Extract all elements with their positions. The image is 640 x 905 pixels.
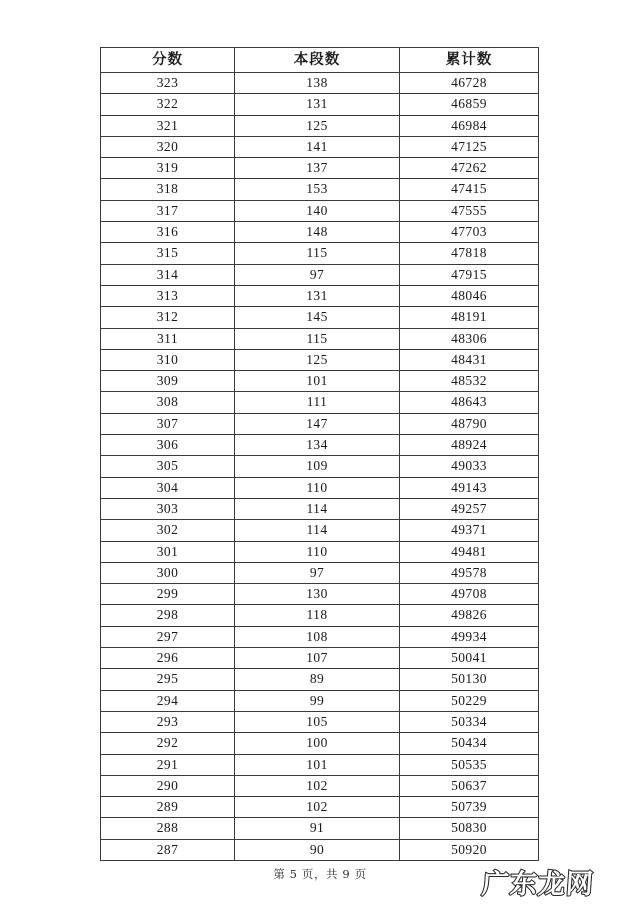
cell-score: 309 bbox=[101, 371, 235, 392]
cell-cumulative-count: 49481 bbox=[400, 541, 539, 562]
score-table-container bbox=[100, 47, 538, 861]
cell-segment-count: 91 bbox=[235, 818, 400, 839]
cell-cumulative-count: 46859 bbox=[400, 94, 539, 115]
cell-score: 312 bbox=[101, 307, 235, 328]
table-row bbox=[101, 669, 539, 690]
cell-score: 313 bbox=[101, 285, 235, 306]
cell-score: 300 bbox=[101, 562, 235, 583]
cell-score: 287 bbox=[101, 839, 235, 860]
table-row bbox=[101, 839, 539, 860]
cell-segment-count: 153 bbox=[235, 179, 400, 200]
cell-cumulative-count: 46728 bbox=[400, 73, 539, 94]
cell-segment-count: 137 bbox=[235, 158, 400, 179]
cell-score: 291 bbox=[101, 754, 235, 775]
cell-score: 308 bbox=[101, 392, 235, 413]
table-row bbox=[101, 818, 539, 839]
cell-cumulative-count: 50041 bbox=[400, 648, 539, 669]
cell-segment-count: 114 bbox=[235, 520, 400, 541]
table-row bbox=[101, 775, 539, 796]
cell-segment-count: 114 bbox=[235, 498, 400, 519]
cell-score: 310 bbox=[101, 349, 235, 370]
cell-segment-count: 118 bbox=[235, 605, 400, 626]
cell-cumulative-count: 47262 bbox=[400, 158, 539, 179]
cell-segment-count: 100 bbox=[235, 733, 400, 754]
cell-segment-count: 110 bbox=[235, 541, 400, 562]
table-body bbox=[101, 73, 539, 861]
cell-score: 290 bbox=[101, 775, 235, 796]
cell-score: 304 bbox=[101, 477, 235, 498]
score-distribution-table bbox=[100, 47, 539, 861]
column-header-cumulative: 累计数 bbox=[400, 48, 539, 73]
cell-segment-count: 101 bbox=[235, 371, 400, 392]
table-row bbox=[101, 626, 539, 647]
cell-cumulative-count: 50637 bbox=[400, 775, 539, 796]
cell-cumulative-count: 48306 bbox=[400, 328, 539, 349]
cell-score: 307 bbox=[101, 413, 235, 434]
table-row bbox=[101, 797, 539, 818]
table-row bbox=[101, 200, 539, 221]
cell-score: 305 bbox=[101, 456, 235, 477]
cell-score: 306 bbox=[101, 435, 235, 456]
cell-segment-count: 99 bbox=[235, 690, 400, 711]
cell-cumulative-count: 48532 bbox=[400, 371, 539, 392]
cell-segment-count: 134 bbox=[235, 435, 400, 456]
cell-score: 292 bbox=[101, 733, 235, 754]
column-header-score: 分数 bbox=[101, 48, 235, 73]
table-row bbox=[101, 541, 539, 562]
cell-score: 322 bbox=[101, 94, 235, 115]
table-row bbox=[101, 115, 539, 136]
table-row bbox=[101, 73, 539, 94]
cell-cumulative-count: 47703 bbox=[400, 222, 539, 243]
cell-segment-count: 108 bbox=[235, 626, 400, 647]
cell-segment-count: 101 bbox=[235, 754, 400, 775]
cell-score: 293 bbox=[101, 711, 235, 732]
cell-cumulative-count: 47555 bbox=[400, 200, 539, 221]
cell-score: 289 bbox=[101, 797, 235, 818]
table-row bbox=[101, 307, 539, 328]
cell-cumulative-count: 48790 bbox=[400, 413, 539, 434]
cell-score: 318 bbox=[101, 179, 235, 200]
cell-cumulative-count: 49033 bbox=[400, 456, 539, 477]
cell-score: 297 bbox=[101, 626, 235, 647]
table-row bbox=[101, 222, 539, 243]
cell-segment-count: 107 bbox=[235, 648, 400, 669]
cell-segment-count: 97 bbox=[235, 562, 400, 583]
watermark-label: 广东龙网 bbox=[480, 868, 595, 900]
cell-score: 311 bbox=[101, 328, 235, 349]
cell-score: 321 bbox=[101, 115, 235, 136]
cell-cumulative-count: 49143 bbox=[400, 477, 539, 498]
table-row bbox=[101, 349, 539, 370]
table-row bbox=[101, 520, 539, 541]
cell-segment-count: 90 bbox=[235, 839, 400, 860]
cell-segment-count: 145 bbox=[235, 307, 400, 328]
cell-score: 317 bbox=[101, 200, 235, 221]
cell-segment-count: 125 bbox=[235, 349, 400, 370]
table-row bbox=[101, 477, 539, 498]
cell-cumulative-count: 49257 bbox=[400, 498, 539, 519]
cell-cumulative-count: 48431 bbox=[400, 349, 539, 370]
table-row bbox=[101, 498, 539, 519]
cell-cumulative-count: 49371 bbox=[400, 520, 539, 541]
column-header-segment: 本段数 bbox=[235, 48, 400, 73]
cell-cumulative-count: 48191 bbox=[400, 307, 539, 328]
cell-segment-count: 115 bbox=[235, 328, 400, 349]
table-row bbox=[101, 328, 539, 349]
cell-cumulative-count: 46984 bbox=[400, 115, 539, 136]
cell-cumulative-count: 50920 bbox=[400, 839, 539, 860]
cell-segment-count: 138 bbox=[235, 73, 400, 94]
table-row bbox=[101, 158, 539, 179]
cell-cumulative-count: 50739 bbox=[400, 797, 539, 818]
cell-score: 298 bbox=[101, 605, 235, 626]
cell-cumulative-count: 49708 bbox=[400, 584, 539, 605]
cell-cumulative-count: 49934 bbox=[400, 626, 539, 647]
table-row bbox=[101, 733, 539, 754]
cell-cumulative-count: 47915 bbox=[400, 264, 539, 285]
cell-score: 302 bbox=[101, 520, 235, 541]
cell-cumulative-count: 47818 bbox=[400, 243, 539, 264]
table-row bbox=[101, 392, 539, 413]
table-row bbox=[101, 435, 539, 456]
cell-segment-count: 131 bbox=[235, 94, 400, 115]
table-row bbox=[101, 584, 539, 605]
cell-score: 294 bbox=[101, 690, 235, 711]
cell-segment-count: 110 bbox=[235, 477, 400, 498]
cell-cumulative-count: 50334 bbox=[400, 711, 539, 732]
cell-score: 319 bbox=[101, 158, 235, 179]
cell-cumulative-count: 49826 bbox=[400, 605, 539, 626]
cell-segment-count: 125 bbox=[235, 115, 400, 136]
cell-cumulative-count: 50130 bbox=[400, 669, 539, 690]
table-row bbox=[101, 754, 539, 775]
cell-segment-count: 102 bbox=[235, 797, 400, 818]
cell-score: 295 bbox=[101, 669, 235, 690]
cell-cumulative-count: 50535 bbox=[400, 754, 539, 775]
table-row bbox=[101, 690, 539, 711]
cell-segment-count: 111 bbox=[235, 392, 400, 413]
cell-score: 301 bbox=[101, 541, 235, 562]
cell-score: 296 bbox=[101, 648, 235, 669]
table-row bbox=[101, 264, 539, 285]
table-row bbox=[101, 456, 539, 477]
table-row bbox=[101, 605, 539, 626]
cell-cumulative-count: 50830 bbox=[400, 818, 539, 839]
cell-cumulative-count: 50434 bbox=[400, 733, 539, 754]
table-row bbox=[101, 94, 539, 115]
cell-score: 315 bbox=[101, 243, 235, 264]
table-row bbox=[101, 371, 539, 392]
cell-cumulative-count: 48924 bbox=[400, 435, 539, 456]
table-row bbox=[101, 136, 539, 157]
cell-segment-count: 97 bbox=[235, 264, 400, 285]
table-row bbox=[101, 648, 539, 669]
cell-cumulative-count: 48046 bbox=[400, 285, 539, 306]
cell-cumulative-count: 48643 bbox=[400, 392, 539, 413]
cell-score: 320 bbox=[101, 136, 235, 157]
cell-score: 299 bbox=[101, 584, 235, 605]
table-row bbox=[101, 413, 539, 434]
cell-score: 303 bbox=[101, 498, 235, 519]
cell-segment-count: 131 bbox=[235, 285, 400, 306]
page-number-text: 第 5 页，共 9 页 bbox=[273, 867, 367, 881]
cell-segment-count: 89 bbox=[235, 669, 400, 690]
cell-segment-count: 109 bbox=[235, 456, 400, 477]
table-header-row bbox=[101, 48, 539, 73]
table-row bbox=[101, 562, 539, 583]
page-footer bbox=[0, 866, 640, 882]
table-row bbox=[101, 711, 539, 732]
cell-segment-count: 105 bbox=[235, 711, 400, 732]
cell-segment-count: 140 bbox=[235, 200, 400, 221]
cell-score: 314 bbox=[101, 264, 235, 285]
table-header bbox=[101, 48, 539, 73]
table-row bbox=[101, 285, 539, 306]
cell-segment-count: 102 bbox=[235, 775, 400, 796]
cell-score: 316 bbox=[101, 222, 235, 243]
cell-score: 323 bbox=[101, 73, 235, 94]
cell-segment-count: 130 bbox=[235, 584, 400, 605]
table-row bbox=[101, 179, 539, 200]
cell-cumulative-count: 47415 bbox=[400, 179, 539, 200]
cell-segment-count: 115 bbox=[235, 243, 400, 264]
cell-cumulative-count: 49578 bbox=[400, 562, 539, 583]
cell-segment-count: 148 bbox=[235, 222, 400, 243]
cell-cumulative-count: 50229 bbox=[400, 690, 539, 711]
cell-cumulative-count: 47125 bbox=[400, 136, 539, 157]
cell-segment-count: 141 bbox=[235, 136, 400, 157]
cell-score: 288 bbox=[101, 818, 235, 839]
table-row bbox=[101, 243, 539, 264]
cell-segment-count: 147 bbox=[235, 413, 400, 434]
